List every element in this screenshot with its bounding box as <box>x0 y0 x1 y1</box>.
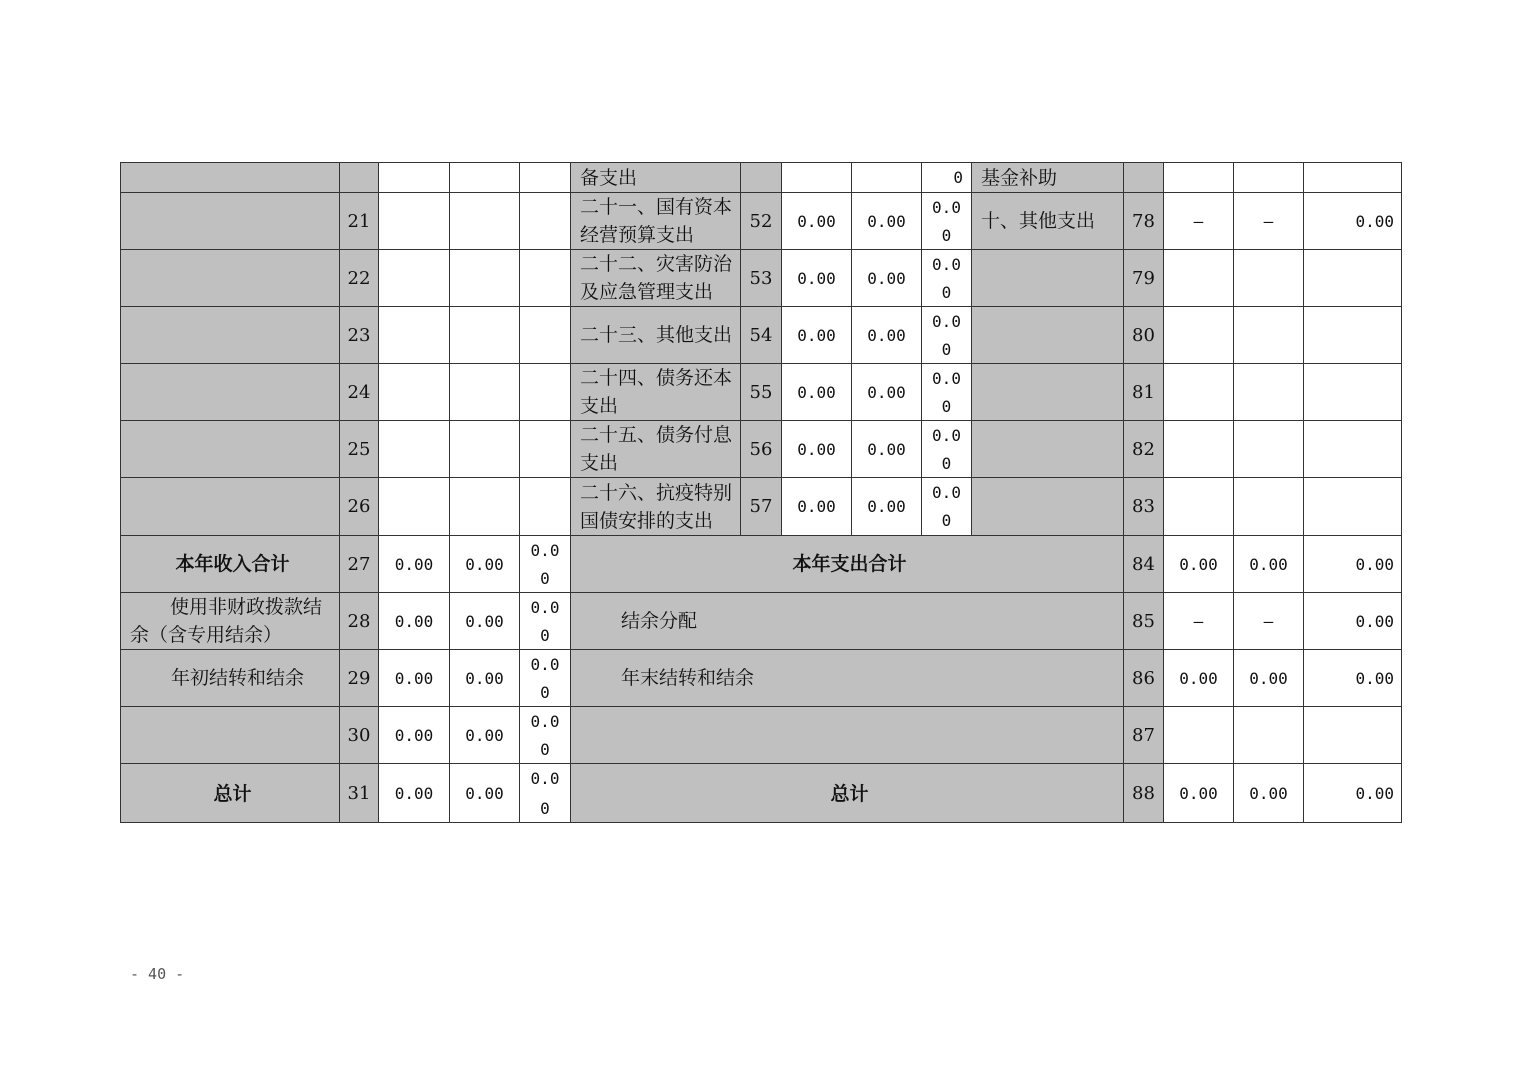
split-value-part: 0.0 <box>530 711 560 731</box>
value-cell <box>449 420 519 477</box>
value-cell <box>1303 306 1402 363</box>
value-cell <box>1303 162 1402 192</box>
value-cell: — <box>1163 192 1233 249</box>
line-number-cell: 56 <box>740 420 781 477</box>
value-cell <box>1233 363 1303 420</box>
right-label-cell <box>971 477 1123 535</box>
value-cell <box>851 162 921 192</box>
split-value-part: 0 <box>941 225 952 245</box>
line-number-cell: 83 <box>1123 477 1163 535</box>
value-cell: 0.00 <box>1233 649 1303 706</box>
line-number-cell: 25 <box>339 420 378 477</box>
split-value-part: 0 <box>941 282 952 302</box>
right-label-cell <box>971 306 1123 363</box>
value-cell: 0.00 <box>1303 192 1402 249</box>
value-cell: 0.00 <box>851 306 921 363</box>
middle-label-cell: 二十六、抗疫特别国债安排的支出 <box>570 477 740 535</box>
value-cell: 0.00 <box>1163 763 1233 823</box>
value-cell: 0.00 <box>378 592 449 649</box>
value-cell: — <box>1233 192 1303 249</box>
value-cell: 0 <box>921 162 971 192</box>
value-cell: 0.00 <box>1303 535 1402 592</box>
value-cell <box>519 592 570 649</box>
line-number-cell <box>1123 162 1163 192</box>
split-value-part: 0 <box>540 798 550 818</box>
value-cell <box>519 706 570 763</box>
value-cell <box>519 477 570 535</box>
value-cell <box>921 477 971 535</box>
value-cell: 0.00 <box>449 592 519 649</box>
split-value-part: 0 <box>540 739 550 759</box>
value-cell <box>519 306 570 363</box>
value-cell <box>449 192 519 249</box>
line-number-cell: 79 <box>1123 249 1163 306</box>
row-label-cell <box>120 249 339 306</box>
value-cell: 0.00 <box>1303 763 1402 823</box>
line-number-cell: 81 <box>1123 363 1163 420</box>
value-cell: 0.00 <box>851 249 921 306</box>
right-label-cell: 基金补助 <box>971 162 1123 192</box>
value-cell: 0.00 <box>449 649 519 706</box>
split-value-part: 0.0 <box>932 482 961 502</box>
split-value-part: 0.0 <box>932 425 961 445</box>
value-cell <box>378 192 449 249</box>
value-cell <box>519 192 570 249</box>
value-cell <box>1233 249 1303 306</box>
middle-label-cell: 二十五、债务付息支出 <box>570 420 740 477</box>
value-cell <box>449 306 519 363</box>
right-label-cell <box>971 363 1123 420</box>
value-cell <box>921 420 971 477</box>
split-value-part: 0.0 <box>932 311 961 331</box>
value-cell <box>449 363 519 420</box>
line-number-cell: 87 <box>1123 706 1163 763</box>
split-value-part: 0 <box>941 339 952 359</box>
split-value-part: 0 <box>941 511 952 531</box>
split-value-part: 0 <box>540 625 550 645</box>
line-number-cell: 29 <box>339 649 378 706</box>
middle-label-cell: 二十四、债务还本支出 <box>570 363 740 420</box>
value-cell: 0.00 <box>1303 649 1402 706</box>
line-number-cell: 88 <box>1123 763 1163 823</box>
summary-label-cell: 结余分配 <box>570 592 1123 649</box>
value-cell: 0.00 <box>781 420 851 477</box>
value-cell <box>519 420 570 477</box>
row-label-cell <box>120 477 339 535</box>
summary-label-cell: 总计 <box>570 763 1123 823</box>
value-cell <box>1163 706 1233 763</box>
value-cell: 0.00 <box>449 706 519 763</box>
summary-label-cell: 年末结转和结余 <box>570 649 1123 706</box>
line-number-cell: 55 <box>740 363 781 420</box>
value-cell: 0.00 <box>1233 535 1303 592</box>
value-cell <box>921 192 971 249</box>
summary-label-cell <box>570 706 1123 763</box>
line-number-cell: 24 <box>339 363 378 420</box>
split-value-part: 0.0 <box>530 597 560 617</box>
split-value-part: 0.0 <box>932 368 961 388</box>
value-cell: 0.00 <box>378 763 449 823</box>
middle-label-cell: 备支出 <box>570 162 740 192</box>
value-cell: 0.00 <box>851 192 921 249</box>
value-cell <box>519 535 570 592</box>
value-cell <box>1163 477 1233 535</box>
line-number-cell: 52 <box>740 192 781 249</box>
row-label-cell <box>120 363 339 420</box>
value-cell <box>519 249 570 306</box>
line-number-cell: 23 <box>339 306 378 363</box>
line-number-cell: 22 <box>339 249 378 306</box>
value-cell <box>1233 706 1303 763</box>
page-number: - 40 - <box>130 965 185 983</box>
middle-label-cell: 二十二、灾害防治及应急管理支出 <box>570 249 740 306</box>
line-number-cell: 54 <box>740 306 781 363</box>
row-label-cell <box>120 162 339 192</box>
value-cell: 0.00 <box>851 420 921 477</box>
value-cell: 0.00 <box>781 249 851 306</box>
line-number-cell: 26 <box>339 477 378 535</box>
value-cell <box>519 763 570 823</box>
middle-label-cell: 二十三、其他支出 <box>570 306 740 363</box>
value-cell: 0.00 <box>1233 763 1303 823</box>
summary-label-cell: 使用非财政拨款结余（含专用结余） <box>120 592 339 649</box>
value-cell: 0.00 <box>449 763 519 823</box>
value-cell: 0.00 <box>1303 592 1402 649</box>
line-number-cell: 86 <box>1123 649 1163 706</box>
value-cell <box>378 306 449 363</box>
value-cell <box>1303 249 1402 306</box>
line-number-cell: 28 <box>339 592 378 649</box>
value-cell <box>1163 249 1233 306</box>
split-value-part: 0.0 <box>530 654 560 674</box>
line-number-cell: 80 <box>1123 306 1163 363</box>
budget-table <box>120 162 1402 823</box>
value-cell: 0.00 <box>851 363 921 420</box>
value-cell <box>378 162 449 192</box>
value-cell: 0.00 <box>781 192 851 249</box>
line-number-cell: 57 <box>740 477 781 535</box>
line-number-cell: 31 <box>339 763 378 823</box>
line-number-cell: 78 <box>1123 192 1163 249</box>
value-cell <box>921 306 971 363</box>
value-cell: 0.00 <box>781 306 851 363</box>
split-value-part: 0 <box>540 682 550 702</box>
line-number-cell: 85 <box>1123 592 1163 649</box>
value-cell <box>1163 306 1233 363</box>
value-cell <box>1233 477 1303 535</box>
value-cell: 0.00 <box>378 535 449 592</box>
split-value-part: 0.0 <box>932 254 961 274</box>
value-cell <box>1233 162 1303 192</box>
value-cell <box>1233 306 1303 363</box>
value-cell <box>449 162 519 192</box>
value-cell: 0.00 <box>378 649 449 706</box>
value-cell <box>1233 420 1303 477</box>
line-number-cell <box>339 162 378 192</box>
value-cell <box>781 162 851 192</box>
value-cell <box>378 420 449 477</box>
value-cell <box>449 477 519 535</box>
value-cell: 0.00 <box>378 706 449 763</box>
value-cell <box>921 363 971 420</box>
value-cell <box>921 249 971 306</box>
value-cell <box>1303 420 1402 477</box>
row-label-cell <box>120 306 339 363</box>
value-cell <box>1303 706 1402 763</box>
value-cell <box>378 249 449 306</box>
line-number-cell: 53 <box>740 249 781 306</box>
split-value-part: 0.0 <box>530 540 560 560</box>
value-cell: — <box>1233 592 1303 649</box>
value-cell: 0.00 <box>781 363 851 420</box>
middle-label-cell: 二十一、国有资本经营预算支出 <box>570 192 740 249</box>
split-value-part: 0 <box>540 568 550 588</box>
split-value-part: 0 <box>941 396 952 416</box>
value-cell <box>519 162 570 192</box>
value-cell: 0.00 <box>851 477 921 535</box>
table-right-border <box>1401 162 1402 823</box>
value-cell: 0.00 <box>781 477 851 535</box>
value-cell: — <box>1163 592 1233 649</box>
line-number-cell: 84 <box>1123 535 1163 592</box>
line-number-cell: 21 <box>339 192 378 249</box>
value-cell <box>1163 363 1233 420</box>
value-cell <box>378 477 449 535</box>
table-bottom-border <box>120 822 1402 823</box>
value-cell <box>1303 363 1402 420</box>
value-cell <box>1163 420 1233 477</box>
value-cell <box>378 363 449 420</box>
value-cell: 0.00 <box>1163 649 1233 706</box>
row-label-cell <box>120 420 339 477</box>
right-label-cell <box>971 420 1123 477</box>
right-label-cell <box>971 249 1123 306</box>
line-number-cell: 30 <box>339 706 378 763</box>
summary-label-cell: 年初结转和结余 <box>120 649 339 706</box>
value-cell <box>449 249 519 306</box>
summary-label-cell: 本年支出合计 <box>570 535 1123 592</box>
line-number-cell: 82 <box>1123 420 1163 477</box>
summary-label-cell <box>120 706 339 763</box>
value-cell: 0.00 <box>449 535 519 592</box>
summary-label-cell: 总计 <box>120 763 339 823</box>
line-number-cell <box>740 162 781 192</box>
right-label-cell: 十、其他支出 <box>971 192 1123 249</box>
summary-label-cell: 本年收入合计 <box>120 535 339 592</box>
line-number-cell: 27 <box>339 535 378 592</box>
value-cell <box>519 649 570 706</box>
value-cell <box>519 363 570 420</box>
value-cell: 0.00 <box>1163 535 1233 592</box>
value-cell <box>1303 477 1402 535</box>
split-value-part: 0.0 <box>932 197 961 217</box>
row-label-cell <box>120 192 339 249</box>
split-value-part: 0.0 <box>530 769 560 789</box>
split-value-part: 0 <box>941 453 952 473</box>
value-cell <box>1163 162 1233 192</box>
